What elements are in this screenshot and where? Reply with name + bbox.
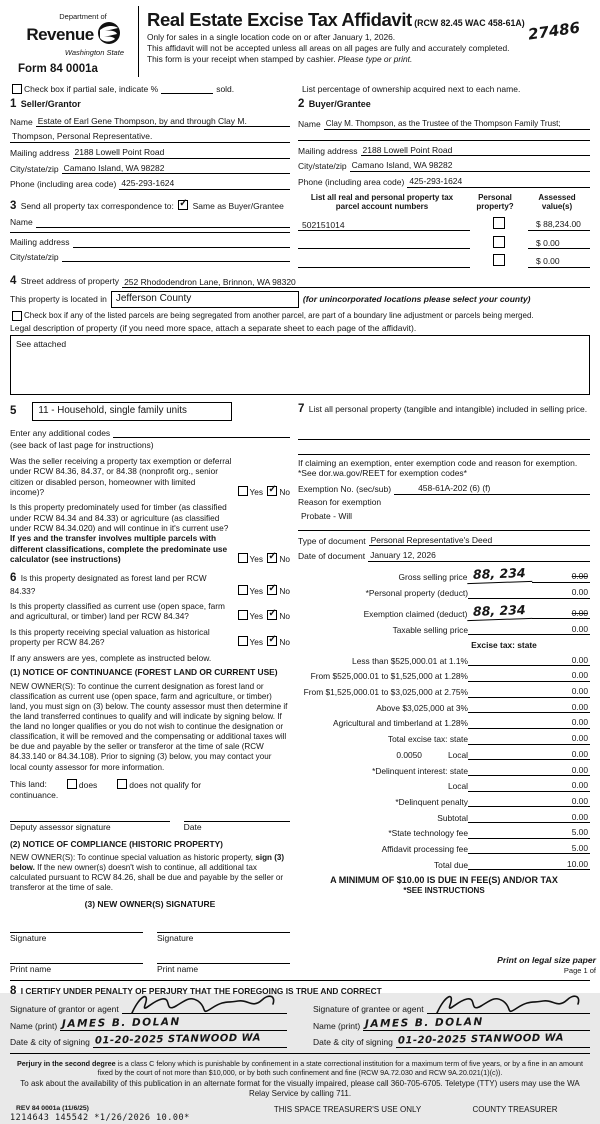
parcel-table-header [298, 193, 590, 212]
q4-yes-checkbox[interactable] [238, 610, 248, 620]
form-header [10, 6, 590, 77]
type-of-document-label: Type of document [298, 535, 366, 546]
county-select[interactable]: Jefferson County [111, 291, 299, 308]
fee-row: *State technology fee 5.00 [388, 827, 588, 839]
fee-row: Taxable selling price 0.00 [392, 623, 588, 635]
see-instructions-note: *SEE INSTRUCTIONS [403, 886, 485, 896]
additional-codes-label: Enter any additional codes [10, 427, 111, 438]
form-title: Real Estate Excise Tax Affidavit [147, 9, 412, 30]
print-name-label: Print name [157, 963, 199, 974]
personal-property-col-header: Personal property? [476, 192, 514, 212]
parcel-row [298, 236, 590, 250]
partial-sale-row [10, 84, 590, 95]
does-not-label: does not qualify for [129, 779, 202, 790]
legal-size-note: Print on legal size paper [497, 954, 596, 965]
handwritten-receipt-number: 27486 [526, 18, 581, 44]
header-note-3: This form is your receipt when stamped by cashier. Please type or print. [147, 53, 413, 64]
fee-row: Subtotal 0.00 [437, 811, 588, 823]
grantee-name-print-label: Name (print) [313, 1020, 361, 1031]
minimum-due-note: A MINIMUM OF $10.00 IS DUE IN FEE(S) AND/OR TAX [330, 875, 558, 886]
excise-tax-state-header: Excise tax: state [471, 640, 537, 651]
legal-description-field[interactable]: See attached [10, 335, 590, 395]
fee-row-local-rate: 0.0050 Local 0.00 [396, 748, 588, 760]
grantor-signature-field[interactable] [122, 1013, 287, 1014]
current-use-question: Is this property classified as current use (open space, farm and agricultural, or timber) land per RCW 84.34? [10, 601, 225, 622]
handwritten-amount: 88, 234 [467, 565, 532, 584]
grantor-signature-ink [128, 991, 278, 1017]
this-land-label: This land: [10, 779, 47, 790]
personal-property-checkbox[interactable] [493, 254, 505, 266]
owner-print-name-field[interactable] [10, 951, 143, 964]
header-note-1: Only for sales in a single location code on or after January 1, 2026. [147, 32, 396, 43]
buyer-phone-label: Phone (including area code) [298, 177, 405, 188]
street-address-field[interactable]: 252 Rhododendron Lane, Brinnon, WA 98320 [122, 277, 590, 289]
buyer-heading: 2 Buyer/Grantee [298, 98, 371, 111]
seller-phone-field[interactable]: 425-293-1624 [119, 178, 290, 190]
property-use-code-select[interactable]: 11 - Household, single family units [32, 402, 232, 420]
fee-row: *Personal property (deduct) 0.00 [365, 587, 588, 599]
reet-affidavit-form: Department of Revenue Washington State Form 84 0001a Real Estate Excise Tax Affidavit (RCW 82.45 WAC 458-61A) Only for sales in a single location code on or after January 1, 2026. This affidavit will not be accepted unless all areas on all pages are fully and accurately completed. This form is your receipt when stamped by cashier. Please type or print. 27486 Check box if partial sale, indicate % sold. List percentage of ownership acquired next to each name. 1 Seller/Grantor Name Estate of Earl Gene Thompson, by and through Clay M. Thompson, Personal Representative. Mailing address 2188 Lowell Point Road City/state/zip Camano Island, WA 98282 Phone (including area code) 425-293-1624 3 Send all property tax correspondence to: ✓ Same as Buyer/Grantee Name Mailing address City/state/zip 2 Buyer/Grantee Name Clay M. Thompson, as the Trustee of the Thompson Family Trust; Mailing address 2188 Lowell Point Road City/state/zip Camano Island, WA 98282 Phone (including area code) 425-293-1624 List all real and personal property tax parcel account numbers Personal property? Assessed value(s) 502151014 $ 88,234.00 $ 0.00 $ 0.00 4 Street address of property 252 Rhododendron Lane, Brinnon, WA 98320 This property is located in Jefferson County (for unincorporated locations please select your county) Check box if any of the listed parcels are being segregated from another parcel, are part of a boundary line adjustment or parcels being merged. Legal description of property (if you need more space, attach a separate sheet to each page of the affidavit). See attached 5 11 - Household, single family units Enter any additional codes (see back of last page for instructions) Was the seller receiving a property tax exemption or deferral under RCW 84.36, 84.37, or 84.38 (nonprofit org., senior citizen or disabled person, homeowner with limited income)? Yes ✓ No Is this property predominately used for timber (as classified under RCW 84.34 and 84.33) or agriculture (as classified under RCW 84.34.020) and will continue in it's current use? If yes and the transfer involves multiple parcels with different classifications, complete the predominate use calculator (see instructions) Yes ✓ No 6 Is this property designated as forest land per RCW 84.33? Yes ✓ No Is this property classified as current use (open space, farm and agricultural, or timber) land per RCW 84.34? Yes ✓ No Is this property receiving special valuation as historical property per RCW 84.26? Yes ✓ No If any answers are yes, complete as instructed below. (1) NOTICE OF CONTINUANCE (FOREST LAND OR CURRENT USE) NEW OWNER(S): To continue the current designation as forest land or classification as current use (open space, farm and agriculture, or timber) land, you must sign on (3) below. The county assessor must then determine if the land transferred continues to qualify and will indicate by signing below. If the land no longer qualifies or you do not wish to continue the designation or classification, it will be removed and the compensating or additional taxes will be due and payable by the seller or transferor at the time of sale (RCW 84.33.140 or 84.34.108). Prior to signing (3) below, you may contact your local county assessor for more information. This land: does does not qualify for continuance. Deputy assessor signature Date (2) NOTICE OF COMPLIANCE (HISTORIC PROPERTY) NEW OWNER(S): To continue special valuation as historic property, sign (3) below. If the new owner(s) doesn't wish to continue, all additional tax calculated pursuant to RCW 84.26, shall be due and payable by the seller or transferor at the time of sale. (3) NEW OWNER(S) SIGNATURE Signature Signature Print name Print name 7 List all personal property (tangible and intangible) included in selling price. If claiming an exemption, enter exemption code and reason for exemption. *See dor.wa.gov/REET for exemption codes* Exemption No. (sec/sub) 458-61A-202 (6) (f) Reason for exemption Probate - Will Type of document Personal Representative's Deed Date of document January 12, 2026 Gross selling price 88, 234 0.00 *Personal property (deduct) 0.00 Exemption claimed (deduct) 88, 234 0.00 Taxable selling price 0.00 Excise tax: state Less than $525,000.01 at 1.1% 0.00 From $525,000.01 to $1,525,000 at 1.28% 0.00 From $1,525,000.01 to $3,025,000 at 2.75% 0.00 Above $3,025,000 at 3% 0.00 Agricultural and timberland at 1.28% 0.00 Total excise tax: state 0.00 0.0050 Local 0.00 *Delinquent interest: state 0.00 Local 0.00 *Delinquent penalty 0.00 Subtotal 0.00 *State technology fee 5.00 Affidavit processing fee 5.00 Total due 10.00 A MINIMUM OF $10.00 IS DUE IN FEE(S) AND/OR TAX *SEE INSTRUCTIONS 8 I CERTIFY UNDER PENALTY OF PERJURY THAT THE FOREGOING IS TRUE AND CORRECT Signature of grantor or agent Name (print) JAMES B. DOLAN Date & city of signing 01-20-2025 STANWOOD WA Signature of grantee or agent Name (print) JAMES B. DOLAN Date & city of signing 01-20-2025 STANWOOD WA Perjury in the second degree is a class C felony which is punishable by confinement in a state correctional institution for a maximum term of five years, or by a fine in an amount fixed by the court of not more than $10,000, or by both such confinement and fine (RCW 9A.72.030 and RCW 9A.20.021(1)(c)). To ask about the availability of this publication in an alternate format for the visually impaired, please call 360-705-6705. Teletype (TTY) users may use the WA Relay Service by calling 711. REV 84 0001a (11/6/25) 1214643 145542 *1/26/2026 10.00* THIS SPACE TREASURER'S USE ONLY COUNTY TREASURER Print on legal size paper Page 1 of [0, 0, 600, 993]
personal-property-heading: 7 List all personal property (tangible and intangible) included in selling price. [298, 403, 588, 416]
rev-number: REV 84 0001a (11/6/25) [16, 1104, 89, 1112]
seller-phone-label: Phone (including area code) [10, 179, 117, 190]
signature-label: Signature [10, 933, 47, 944]
print-notes [497, 955, 596, 975]
fee-row: Total excise tax: state 0.00 [387, 733, 588, 745]
buyer-name-label: Name [298, 119, 321, 130]
q3-no-checkbox[interactable] [267, 585, 277, 595]
seller-name-label: Name [10, 116, 33, 127]
forest-land-question: 6 Is this property designated as forest land per RCW 84.33? [10, 572, 207, 596]
q5-yes-checkbox[interactable] [238, 636, 248, 646]
located-in-label: This property is located in [10, 294, 107, 305]
reason-for-exemption-value: Probate - Will [301, 511, 353, 522]
fee-row-gross: Gross selling price 88, 234 0.00 [398, 565, 588, 583]
buyer-city-field[interactable]: Camano Island, WA 98282 [350, 160, 590, 172]
treasurer-use-label: THIS SPACE TREASURER'S USE ONLY [273, 1104, 422, 1114]
assessed-value-col-header: Assessed value(s) [538, 192, 576, 212]
grantee-signature-ink [433, 991, 583, 1017]
parcel-number-field[interactable] [298, 238, 470, 249]
fee-row: Less than $525,000.01 at 1.1% 0.00 [352, 654, 588, 666]
fee-row: Above $3,025,000 at 3% 0.00 [376, 701, 588, 713]
owner-signature-field[interactable] [157, 920, 290, 933]
dor-logo [10, 6, 138, 77]
grantee-date-city-field[interactable]: 01-20-2025 STANWOOD WA [396, 1034, 590, 1048]
fee-row: Local 0.00 [447, 780, 588, 792]
does-label: does [78, 779, 98, 790]
exemption-deferral-question: Was the seller receiving a property tax exemption or deferral under RCW 84.36, 84.37, or 84.38 (nonprofit org., senior citizen or disabled person, homeowner with limited income)? [10, 455, 232, 497]
corr-mailing-field[interactable] [73, 247, 290, 248]
type-of-document-field[interactable]: Personal Representative's Deed [369, 535, 590, 547]
perjury-notice: Perjury in the second degree is a class C felony which is punishable by confinement in a state correctional institution for a maximum term of five years, or by a fine in an amount fixed by the court of not more than $10,000, or by both such confinement and fine (RCW 9A.72.030 and RCW 9A.20.021(1)(c)). [16, 1058, 584, 1077]
deputy-assessor-signature-field[interactable] [10, 809, 170, 822]
header-note-2: This affidavit will not be accepted unless all areas on all pages are fully and accurately completed. [147, 43, 510, 54]
grantor-date-city-field[interactable]: 01-20-2025 STANWOOD WA [93, 1034, 287, 1048]
deputy-date-field[interactable] [184, 809, 290, 822]
notice-compliance-title: (2) NOTICE OF COMPLIANCE (HISTORIC PROPERTY) [10, 838, 223, 849]
seller-mailing-label: Mailing address [10, 148, 70, 158]
grantor-date-city-label: Date & city of signing [10, 1037, 90, 1048]
land-does-checkbox[interactable] [67, 779, 77, 789]
seller-heading: 1 Seller/Grantor [10, 98, 81, 111]
timber-agriculture-question: Is this property predominately used for timber (as classified under RCW 84.34 and 84.33) or agriculture (as classified under RCW 84.34.020) and will continue in it's current use? If yes and the transfer involves multiple parcels with different classifications, complete the predominate use calculator (see instructions) [10, 502, 229, 565]
continuance-label: continuance. [10, 790, 59, 801]
q1-yes-checkbox[interactable] [238, 486, 248, 496]
parcel-number-field[interactable] [298, 257, 470, 268]
handwritten-amount: 88, 234 [467, 602, 532, 621]
grantor-name-print-field[interactable]: JAMES B. DOLAN [60, 1017, 287, 1031]
seller-name-field-2[interactable]: Thompson, Personal Representative. [10, 131, 290, 143]
form-footer [10, 1053, 590, 1124]
section5-number: 5 [10, 405, 17, 418]
dept-of-label: Department of [59, 12, 107, 21]
corr-mailing-label: Mailing address [10, 236, 70, 247]
street-address-heading: 4 Street address of property [10, 274, 120, 287]
cashier-stamp: 1214643 145542 *1/26/2026 10.00* [10, 1113, 190, 1124]
parcel-row [298, 254, 590, 268]
exemption-no-field[interactable]: 458-61A-202 (6) (f) [394, 483, 590, 495]
corr-city-field[interactable] [62, 261, 290, 262]
segregated-checkbox[interactable] [12, 311, 22, 321]
buyer-city-label: City/state/zip [298, 161, 347, 172]
grantee-signature-label: Signature of grantee or agent [313, 1003, 424, 1014]
page-number: Page 1 of [563, 965, 596, 975]
parcel-col-header: List all real and personal property tax parcel account numbers [310, 192, 454, 212]
form-title-rcw: (RCW 82.45 WAC 458-61A) [414, 18, 525, 28]
q1-no-checkbox[interactable] [267, 486, 277, 496]
fee-row: Agricultural and timberland at 1.28% 0.00 [332, 717, 588, 729]
date-of-document-field[interactable]: January 12, 2026 [368, 550, 590, 562]
parcel-row [298, 217, 590, 231]
corr-city-label: City/state/zip [10, 251, 59, 262]
additional-codes-field[interactable] [113, 437, 290, 438]
assessed-value-field[interactable]: $ 0.00 [528, 238, 590, 250]
corr-name-field-2[interactable] [10, 232, 290, 233]
section8-number: 8 [10, 985, 17, 998]
see-back-note: (see back of last page for instructions) [10, 440, 154, 451]
same-as-buyer-checkbox[interactable] [178, 200, 188, 210]
q2-yes-checkbox[interactable] [238, 553, 248, 563]
buyer-name-field[interactable]: Clay M. Thompson, as the Trustee of the Thompson Family Trust; [324, 118, 590, 130]
reason-for-exemption-label: Reason for exemption [298, 496, 382, 507]
county-treasurer-label: COUNTY TREASURER [472, 1104, 558, 1114]
assessed-value-field[interactable]: $ 88,234.00 [528, 219, 590, 231]
date-label: Date [183, 821, 202, 832]
assessed-value-field[interactable]: $ 0.00 [528, 256, 590, 268]
grantee-date-city-label: Date & city of signing [313, 1037, 393, 1048]
q3-yes-checkbox[interactable] [238, 585, 248, 595]
dor-swirl-icon [96, 21, 122, 48]
buyer-mailing-field[interactable]: 2188 Lowell Point Road [361, 145, 590, 157]
alternate-format-notice: To ask about the availability of this publication in an alternate format for the visually impaired, please call 360-705-6705. Teletype (TTY) users may use the WA Relay Service by calling 711. [20, 1078, 580, 1098]
personal-property-checkbox[interactable] [493, 217, 505, 229]
ownership-note: List percentage of ownership acquired next to each name. [302, 83, 521, 94]
owner-print-name-field[interactable] [157, 951, 290, 964]
grantor-signature-label: Signature of grantor or agent [10, 1003, 119, 1014]
seller-city-label: City/state/zip [10, 163, 59, 174]
form-number: Form 84 0001a [18, 63, 98, 76]
washington-state-label: Washington State [64, 48, 124, 57]
fee-row: *Delinquent interest: state 0.00 [372, 764, 588, 776]
certification-section [10, 980, 590, 1048]
county-note: (for unincorporated locations please select your county) [302, 294, 531, 305]
personal-property-field[interactable] [298, 439, 590, 440]
date-of-document-label: Date of document [298, 551, 366, 562]
fee-row: From $525,000.01 to $1,525,000 at 1.28% 0.00 [310, 670, 588, 682]
legal-description-label: Legal description of property (if you need more space, attach a separate sheet to each page of the affidavit). [10, 322, 417, 333]
segregated-label: Check box if any of the listed parcels are being segregated from another parcel, are part of a boundary line adjustment or parcels being merged. [24, 310, 534, 320]
sold-label: sold. [216, 83, 235, 94]
fee-row-total-due: Total due 10.00 [434, 858, 588, 870]
fee-row: *Delinquent penalty 0.00 [395, 795, 588, 807]
seller-mailing-field[interactable]: 2188 Lowell Point Road [73, 147, 290, 159]
grantor-name-print-label: Name (print) [10, 1020, 58, 1031]
fee-row: From $1,525,000.01 to $3,025,000 at 2.75% 0.00 [303, 686, 588, 698]
corr-name-field[interactable] [36, 227, 290, 228]
partial-sale-percent-input[interactable] [161, 93, 213, 94]
buyer-phone-field[interactable]: 425-293-1624 [407, 176, 590, 188]
deputy-assessor-label: Deputy assessor signature [10, 821, 111, 832]
corr-name-label: Name [10, 217, 33, 228]
new-owners-signature-title: (3) NEW OWNER(S) SIGNATURE [84, 899, 216, 910]
q4-no-checkbox[interactable] [267, 610, 277, 620]
seller-name-field[interactable]: Estate of Earl Gene Thompson, by and through Clay M. [36, 116, 290, 128]
certify-statement: I CERTIFY UNDER PENALTY OF PERJURY THAT THE FOREGOING IS TRUE AND CORRECT [20, 986, 382, 997]
notice-compliance-body: NEW OWNER(S): To continue special valuation as historic property, sign (3) below. If the new owner(s) doesn't wish to continue, all additional tax calculated pursuant to RCW 84.26, shall be due and payable by the seller or transferor at the time of sale. [10, 853, 285, 893]
partial-sale-checkbox[interactable] [12, 84, 22, 94]
notice-continuance-body: NEW OWNER(S): To continue the current designation as forest land or classification as current use (open space, farm and agriculture, or timber) land, you must sign on (3) below. The county assessor must then determine if the land transferred continues to qualify and will indicate by signing below. If the land no longer qualifies or you do not wish to continue the designation or classification, it will be removed and the compensating or additional taxes will be due and payable by the seller or transferor at the time of sale (RCW 84.33.140 or 84.34.108). Prior to signing (3) below, you may contact your local county assessor for more information. [10, 681, 288, 772]
revenue-wordmark: Revenue [26, 25, 94, 45]
grantee-signature-field[interactable] [427, 1013, 590, 1014]
buyer-name-field-2[interactable] [298, 140, 590, 141]
historical-property-question: Is this property receiving special valuation as historical property per RCW 84.26? [10, 626, 210, 648]
fee-row: Affidavit processing fee 5.00 [381, 842, 588, 854]
partial-sale-label: Check box if partial sale, indicate % [24, 83, 159, 94]
correspondence-heading: 3 Send all property tax correspondence to: ✓ Same as Buyer/Grantee [10, 199, 290, 213]
seller-city-field[interactable]: Camano Island, WA 98282 [62, 163, 290, 175]
q5-no-checkbox[interactable] [267, 636, 277, 646]
fee-row-exemption: Exemption claimed (deduct) 88, 234 0.00 [363, 601, 588, 619]
exemption-note: If claiming an exemption, enter exemption code and reason for exemption. *See dor.wa.gov/REET for exemption codes* [298, 454, 590, 479]
exemption-no-label: Exemption No. (sec/sub) [298, 483, 392, 494]
buyer-mailing-label: Mailing address [298, 145, 358, 156]
q2-no-checkbox[interactable] [267, 553, 277, 563]
grantee-name-print-field[interactable]: JAMES B. DOLAN [363, 1017, 590, 1031]
local-rate-value: 0.0050 [396, 749, 422, 760]
personal-property-checkbox[interactable] [493, 236, 505, 248]
notice-continuance-title: (1) NOTICE OF CONTINUANCE (FOREST LAND OR CURRENT USE) [10, 667, 278, 678]
owner-signature-field[interactable] [10, 920, 143, 933]
land-does-not-checkbox[interactable] [117, 779, 127, 789]
signature-label: Signature [157, 933, 194, 944]
print-name-label: Print name [10, 963, 52, 974]
if-yes-note: If any answers are yes, complete as instructed below. [10, 652, 212, 663]
parcel-number-field[interactable]: 502151014 [298, 220, 470, 231]
